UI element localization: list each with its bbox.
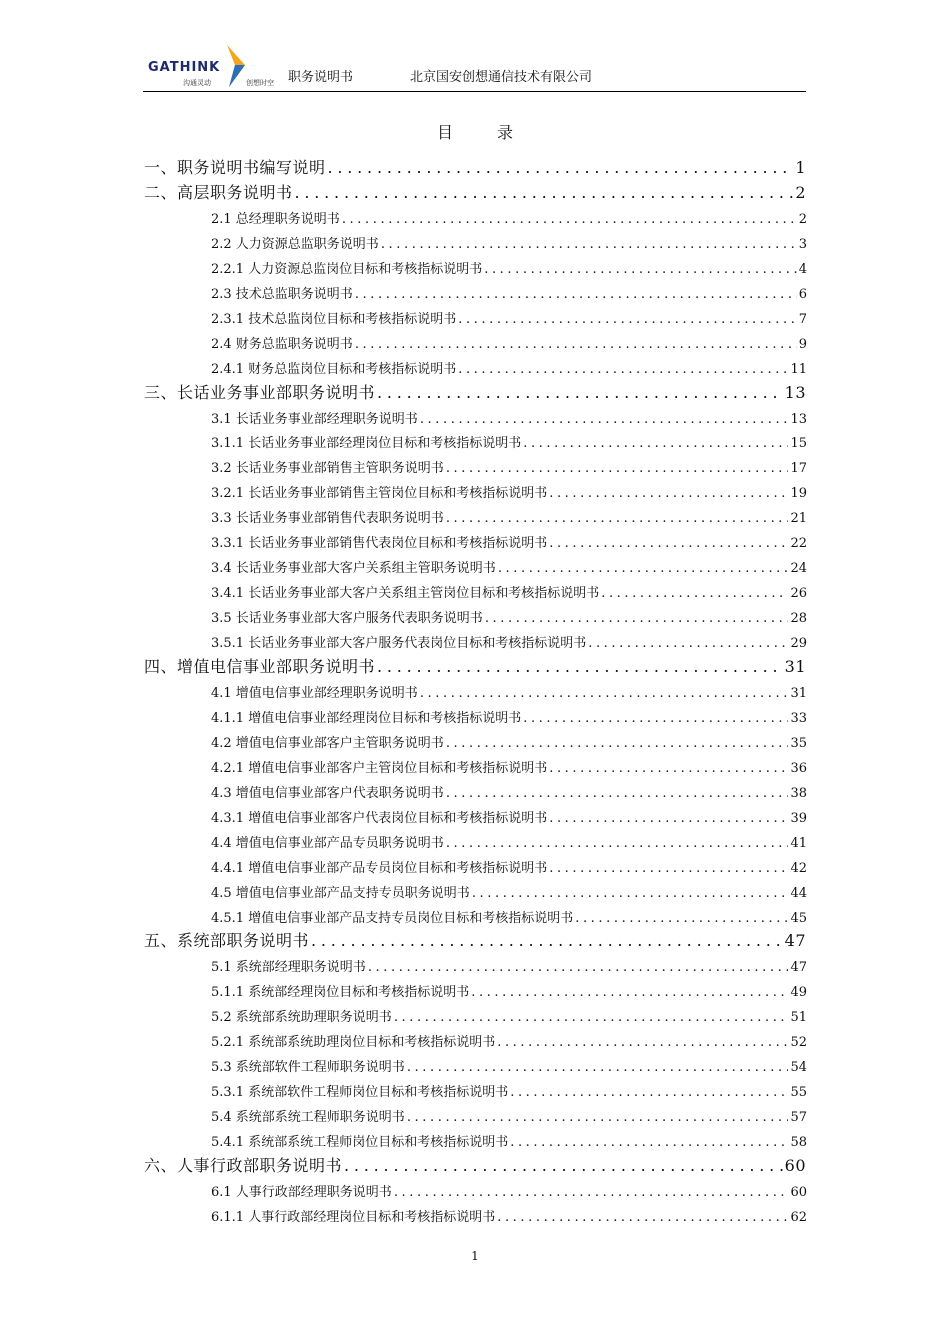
toc-leader-dots <box>549 861 788 876</box>
toc-entry-label: 5.3 系统部软件工程师职务说明书 <box>211 1060 405 1076</box>
toc-entry[interactable] <box>144 1153 806 1176</box>
toc-entry-label: 5.2.1 系统部系统助理岗位目标和考核指标说明书 <box>211 1035 496 1051</box>
toc-entry-label: 3.3 长话业务事业部销售代表职务说明书 <box>211 511 444 527</box>
toc-leader-dots <box>407 1060 789 1075</box>
logo-slogan-right: 创想时空 <box>246 79 274 87</box>
toc-entry-page: 55 <box>790 1085 807 1101</box>
toc-entry-label: 4.2.1 增值电信事业部客户主管岗位目标和考核指标说明书 <box>211 760 548 776</box>
toc-entry[interactable] <box>211 632 807 651</box>
toc-leader-dots <box>471 985 788 1000</box>
toc-leader-dots <box>295 183 794 202</box>
toc-entry[interactable] <box>211 857 807 876</box>
toc-entry[interactable] <box>211 208 807 227</box>
toc-leader-dots <box>484 262 797 277</box>
toc-entry-page: 33 <box>790 710 807 726</box>
toc-entry[interactable] <box>211 1106 807 1125</box>
toc-leader-dots <box>498 561 789 576</box>
toc-entry-label: 4.5 增值电信事业部产品支持专员职务说明书 <box>211 885 470 901</box>
toc-entry-label: 2.2 人力资源总监职务说明书 <box>211 236 379 252</box>
toc-entry[interactable] <box>211 233 807 252</box>
toc-entry-page: 2 <box>798 211 807 227</box>
toc-entry-label: 5.2 系统部系统助理职务说明书 <box>211 1010 392 1026</box>
toc-leader-dots <box>342 212 797 227</box>
toc-entry-page: 21 <box>790 511 807 527</box>
toc-leader-dots <box>311 931 783 950</box>
toc-entry-label: 3.4 长话业务事业部大客户关系组主管职务说明书 <box>211 561 496 577</box>
toc-leader-dots <box>588 636 788 651</box>
toc-entry-label: 3.2.1 长话业务事业部销售主管岗位目标和考核指标说明书 <box>211 486 548 502</box>
header-company-name: 北京国安创想通信技术有限公司 <box>410 70 593 85</box>
toc-entry-label: 3.5.1 长话业务事业部大客户服务代表岗位目标和考核指标说明书 <box>211 636 587 652</box>
toc-entry[interactable] <box>211 1131 807 1150</box>
toc-entry-page: 47 <box>784 931 806 951</box>
toc-entry[interactable] <box>211 557 807 576</box>
toc-entry-page: 31 <box>790 685 807 701</box>
toc-entry[interactable] <box>144 180 806 203</box>
toc-entry-label: 4.4 增值电信事业部产品专员职务说明书 <box>211 835 444 851</box>
toc-entry-page: 54 <box>790 1060 807 1076</box>
toc-entry-page: 58 <box>790 1135 807 1151</box>
toc-entry-page: 4 <box>798 261 807 277</box>
toc-entry-label: 一、职务说明书编写说明 <box>144 158 326 177</box>
toc-leader-dots <box>497 1210 788 1225</box>
toc-entry-label: 四、增值电信事业部职务说明书 <box>144 657 376 676</box>
toc-entry[interactable] <box>144 928 806 951</box>
toc-entry-label: 5.4.1 系统部系统工程师岗位目标和考核指标说明书 <box>211 1135 509 1151</box>
toc-entry[interactable] <box>211 482 807 501</box>
toc-entry-label: 五、系统部职务说明书 <box>144 931 310 951</box>
toc-entry-label: 5.1.1 系统部经理岗位目标和考核指标说明书 <box>211 985 470 1001</box>
toc-entry-page: 22 <box>790 536 807 552</box>
toc-leader-dots <box>601 586 788 601</box>
toc-entry-page: 15 <box>790 436 807 452</box>
toc-entry-page: 19 <box>790 486 807 502</box>
toc-entry-page: 13 <box>790 411 807 427</box>
toc-entry-page: 60 <box>784 1156 806 1175</box>
toc-entry-page: 3 <box>798 236 807 252</box>
toc-entry-label: 4.1.1 增值电信事业部经理岗位目标和考核指标说明书 <box>211 710 522 726</box>
toc-leader-dots <box>420 686 789 701</box>
toc-leader-dots <box>377 657 783 676</box>
toc-leader-dots <box>549 811 788 826</box>
toc-leader-dots <box>377 383 783 402</box>
toc-entry-page: 29 <box>790 636 807 652</box>
toc-leader-dots <box>446 836 789 851</box>
toc-entry-page: 38 <box>790 785 807 801</box>
toc-entry-page: 39 <box>790 810 807 826</box>
toc-leader-dots <box>446 786 789 801</box>
toc-entry[interactable] <box>211 882 807 901</box>
toc-entry-label: 2.2.1 人力资源总监岗位目标和考核指标说明书 <box>211 261 483 277</box>
toc-leader-dots <box>328 158 794 177</box>
toc-entry[interactable] <box>211 732 807 751</box>
toc-entry[interactable] <box>211 807 807 826</box>
toc-entry-page: 11 <box>790 361 807 377</box>
toc-entry[interactable] <box>211 832 807 851</box>
toc-entry-label: 六、人事行政部职务说明书 <box>144 1156 343 1175</box>
toc-entry-page: 1 <box>795 158 806 177</box>
logo-slogan-left: 沟通灵动 <box>183 79 211 87</box>
header-rule <box>143 91 806 92</box>
toc-entry[interactable] <box>211 782 807 801</box>
toc-entry[interactable] <box>211 432 807 451</box>
toc-leader-dots <box>497 1035 788 1050</box>
toc-entry[interactable] <box>144 654 806 677</box>
toc-entry-label: 4.5.1 增值电信事业部产品支持专员岗位目标和考核指标说明书 <box>211 910 574 926</box>
toc-leader-dots <box>446 736 789 751</box>
logo-wordmark: GATHINK <box>148 60 221 75</box>
toc-entry[interactable] <box>211 1081 807 1100</box>
toc-entry[interactable] <box>211 457 807 476</box>
page-number: 1 <box>471 1249 479 1263</box>
toc-entry-label: 3.2 长话业务事业部销售主管职务说明书 <box>211 461 444 477</box>
toc-entry-label: 5.4 系统部系统工程师职务说明书 <box>211 1110 405 1126</box>
toc-entry-label: 3.5 长话业务事业部大客户服务代表职务说明书 <box>211 611 483 627</box>
toc-entry[interactable] <box>211 981 807 1000</box>
toc-entry-page: 51 <box>790 1010 807 1026</box>
toc-leader-dots <box>549 536 788 551</box>
toc-leader-dots <box>549 761 788 776</box>
toc-entry[interactable] <box>211 333 807 352</box>
toc-entry[interactable] <box>211 1181 807 1200</box>
toc-entry-page: 44 <box>790 885 807 901</box>
toc-entry[interactable] <box>211 308 807 327</box>
toc-entry-label: 二、高层职务说明书 <box>144 182 293 202</box>
toc-entry-label: 4.4.1 增值电信事业部产品专员岗位目标和考核指标说明书 <box>211 860 548 876</box>
toc-entry-page: 7 <box>798 311 807 327</box>
toc-entry-page: 47 <box>790 960 807 976</box>
toc-entry-page: 42 <box>790 860 807 876</box>
toc-entry-label: 4.1 增值电信事业部经理职务说明书 <box>211 685 418 701</box>
toc-entry-label: 3.3.1 长话业务事业部销售代表岗位目标和考核指标说明书 <box>211 536 548 552</box>
toc-entry-page: 6 <box>798 286 807 302</box>
toc-leader-dots <box>446 511 789 526</box>
toc-entry-page: 31 <box>784 657 806 676</box>
toc-entry-label: 三、长话业务事业部职务说明书 <box>144 382 376 402</box>
toc-entry-label: 2.4 财务总监职务说明书 <box>211 336 353 352</box>
toc-entry[interactable] <box>211 956 807 975</box>
toc-entry-page: 57 <box>790 1110 807 1126</box>
toc-leader-dots <box>420 412 789 427</box>
toc-entry-label: 6.1.1 人事行政部经理岗位目标和考核指标说明书 <box>211 1209 496 1225</box>
company-logo <box>143 40 283 92</box>
toc-leader-dots <box>458 312 797 327</box>
toc-entry[interactable] <box>211 757 807 776</box>
toc-entry-page: 62 <box>790 1209 807 1225</box>
toc-leader-dots <box>458 362 788 377</box>
toc-entry[interactable] <box>211 1031 807 1050</box>
toc-entry-label: 3.1.1 长话业务事业部经理岗位目标和考核指标说明书 <box>211 436 522 452</box>
toc-leader-dots <box>549 486 788 501</box>
header-document-name: 职务说明书 <box>288 70 354 85</box>
toc-entry-label: 5.1 系统部经理职务说明书 <box>211 960 366 976</box>
toc-entry[interactable] <box>211 607 807 626</box>
toc-entry-page: 52 <box>790 1035 807 1051</box>
toc-entry-page: 26 <box>790 586 807 602</box>
toc-leader-dots <box>446 461 789 476</box>
toc-leader-dots <box>523 711 788 726</box>
toc-entry-label: 4.3 增值电信事业部客户代表职务说明书 <box>211 785 444 801</box>
toc-entry[interactable] <box>211 532 807 551</box>
toc-leader-dots <box>368 960 789 975</box>
toc-entry-label: 4.2 增值电信事业部客户主管职务说明书 <box>211 735 444 751</box>
toc-entry[interactable] <box>211 1056 807 1075</box>
toc-entry-label: 2.3 技术总监职务说明书 <box>211 286 353 302</box>
toc-entry[interactable] <box>211 408 807 427</box>
toc-entry-page: 13 <box>784 382 806 402</box>
toc-leader-dots <box>575 911 788 926</box>
toc-entry-label: 3.1 长话业务事业部经理职务说明书 <box>211 411 418 427</box>
toc-leader-dots <box>523 436 788 451</box>
toc-entry[interactable] <box>211 907 807 926</box>
toc-leader-dots <box>510 1135 788 1150</box>
toc-leader-dots <box>510 1085 788 1100</box>
toc-leader-dots <box>472 886 789 901</box>
toc-entry[interactable] <box>211 1206 807 1225</box>
toc-leader-dots <box>394 1010 789 1025</box>
toc-entry[interactable] <box>211 358 807 377</box>
toc-entry-page: 35 <box>790 735 807 751</box>
toc-entry-page: 9 <box>798 336 807 352</box>
toc-entry[interactable] <box>211 707 807 726</box>
toc-entry[interactable] <box>144 155 806 178</box>
toc-leader-dots <box>344 1156 783 1175</box>
toc-entry[interactable] <box>211 582 807 601</box>
toc-entry[interactable] <box>211 682 807 701</box>
toc-entry[interactable] <box>144 380 806 403</box>
toc-entry-page: 2 <box>795 182 806 202</box>
toc-entry[interactable] <box>211 258 807 277</box>
toc-entry-label: 2.4.1 财务总监岗位目标和考核指标说明书 <box>211 361 457 377</box>
toc-entry-label: 5.3.1 系统部软件工程师岗位目标和考核指标说明书 <box>211 1085 509 1101</box>
toc-entry-page: 45 <box>790 910 807 926</box>
toc-entry-page: 24 <box>790 561 807 577</box>
toc-entry-page: 41 <box>790 835 807 851</box>
page-header <box>143 40 806 94</box>
toc-entry-label: 3.4.1 长话业务事业部大客户关系组主管岗位目标和考核指标说明书 <box>211 586 600 602</box>
toc-leader-dots <box>381 237 797 252</box>
toc-entry-page: 17 <box>790 461 807 477</box>
toc-leader-dots <box>394 1185 789 1200</box>
toc-leader-dots <box>485 611 789 626</box>
toc-entry-label: 2.3.1 技术总监岗位目标和考核指标说明书 <box>211 311 457 327</box>
toc-entry-page: 49 <box>790 985 807 1001</box>
toc-leader-dots <box>355 337 797 352</box>
toc-entry-label: 2.1 总经理职务说明书 <box>211 211 340 227</box>
toc-leader-dots <box>355 287 797 302</box>
toc-entry-page: 36 <box>790 760 807 776</box>
toc-title: 目录 <box>436 123 557 142</box>
toc-entry[interactable] <box>211 283 807 302</box>
toc-entry[interactable] <box>211 1006 807 1025</box>
toc-entry-page: 60 <box>790 1184 807 1200</box>
toc-entry[interactable] <box>211 507 807 526</box>
toc-entry-page: 28 <box>790 611 807 627</box>
toc-entry-label: 6.1 人事行政部经理职务说明书 <box>211 1184 392 1200</box>
toc-leader-dots <box>407 1110 789 1125</box>
toc-entry-label: 4.3.1 增值电信事业部客户代表岗位目标和考核指标说明书 <box>211 810 548 826</box>
